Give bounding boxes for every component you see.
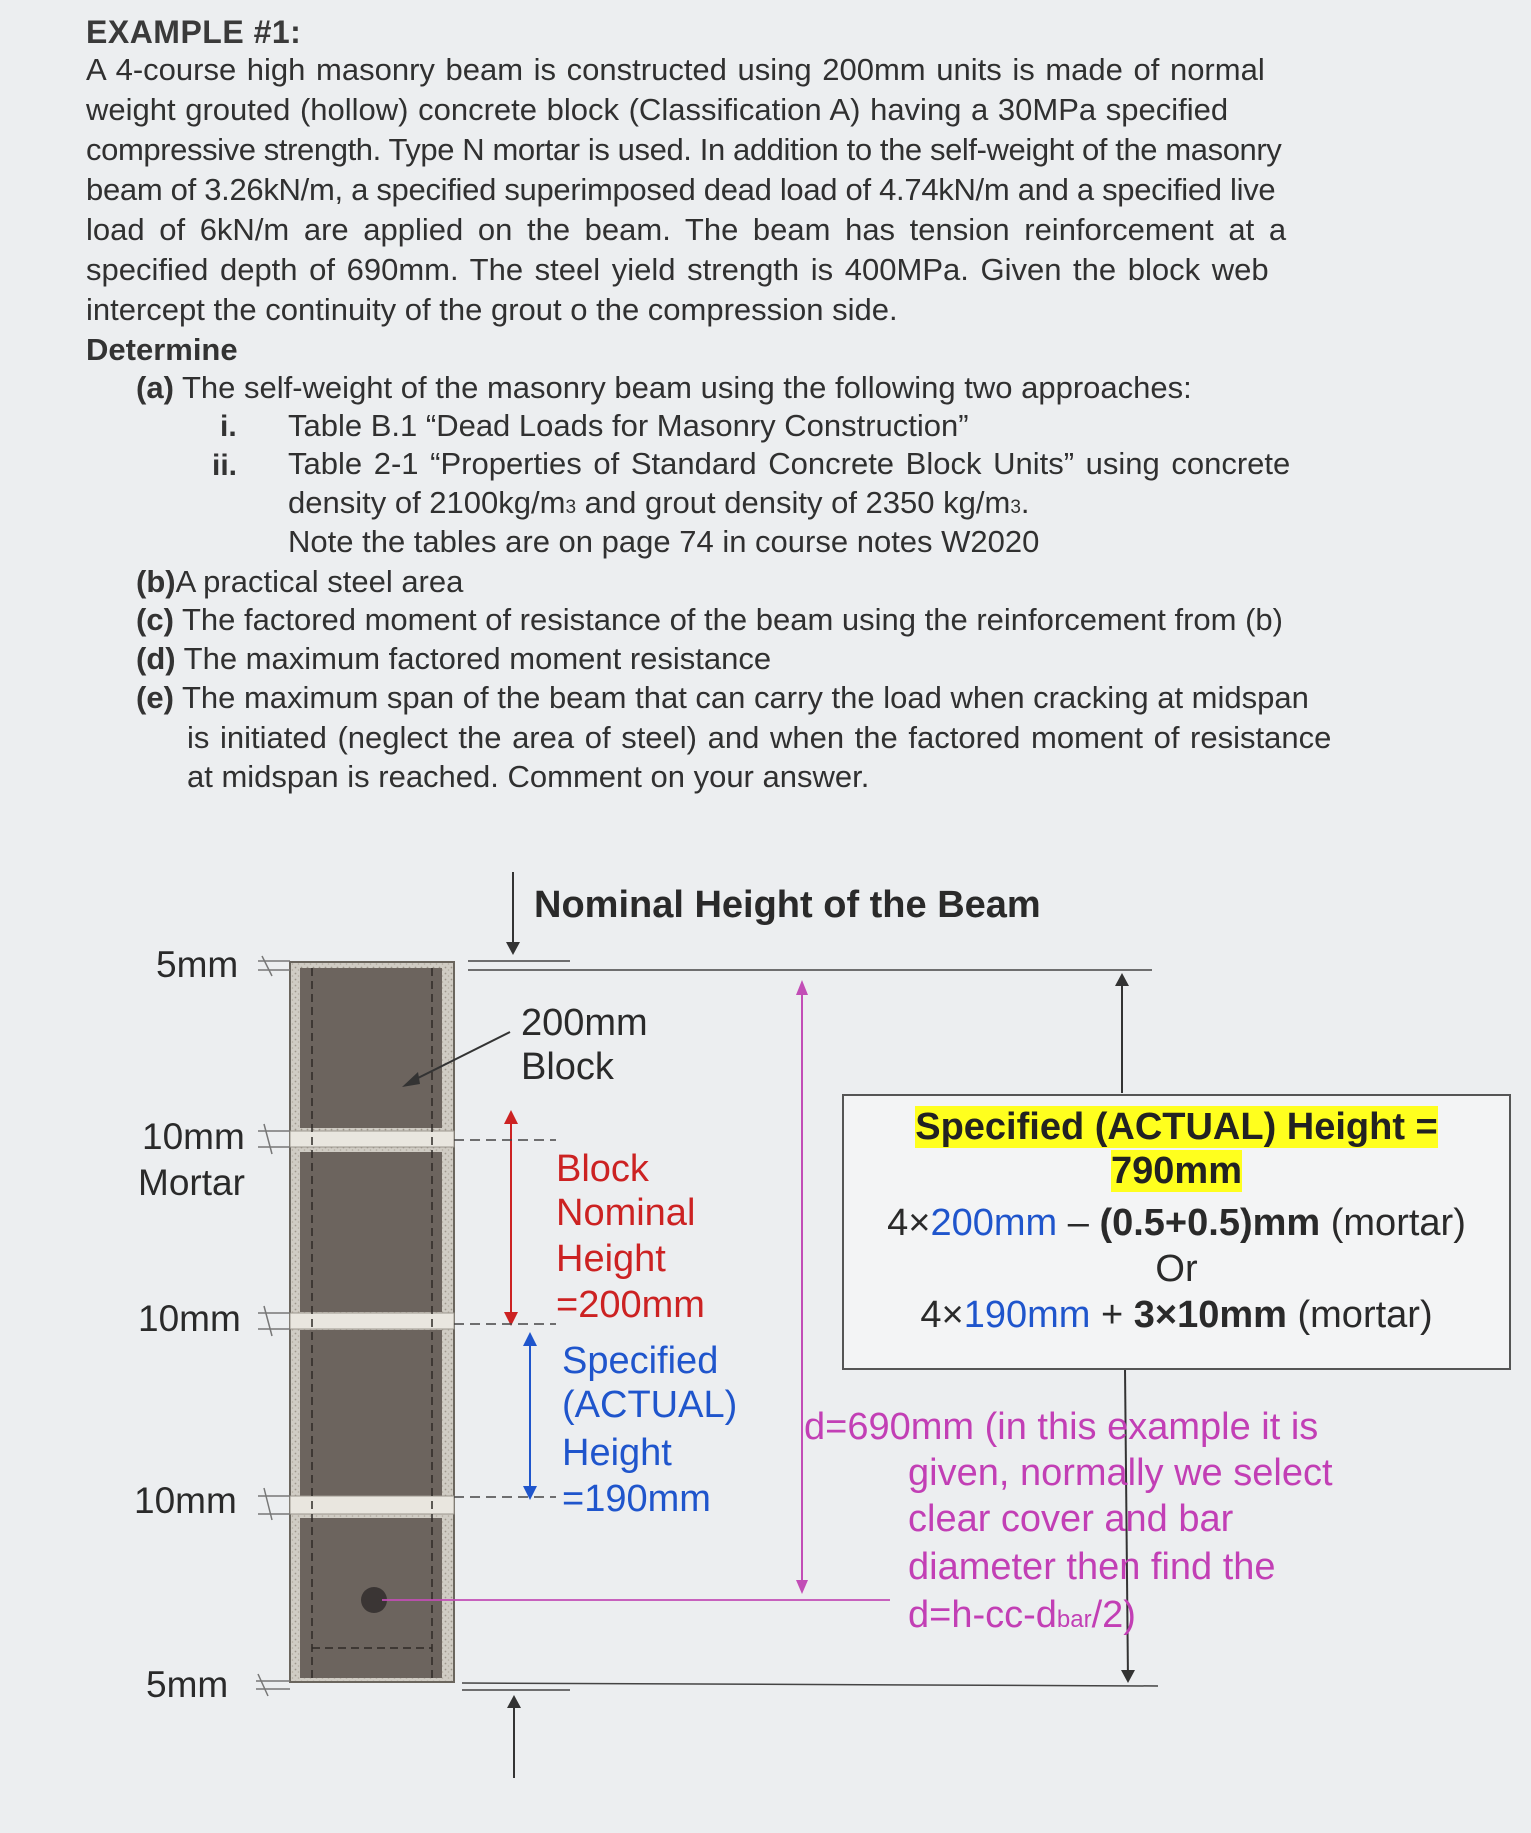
determine-heading: Determine (86, 332, 238, 367)
formula-mortar-deduction: (0.5+0.5)mm (1099, 1202, 1321, 1244)
mortar-10mm-label-1: 10mm (142, 1116, 245, 1157)
mortar-10mm-label-2: 10mm (138, 1298, 241, 1339)
nominal-height-red-3: Height (556, 1238, 666, 1280)
d-formula-subscript: bar (1056, 1606, 1092, 1633)
mortar-10mm-label-3: 10mm (134, 1480, 237, 1521)
formula-190mm: 190mm (963, 1294, 1091, 1336)
formula-plus: + (1090, 1294, 1134, 1336)
paragraph-line: beam of 3.26kN/m, a specified superimposed dead load of 4.74kN/m and a specified live (86, 172, 1276, 207)
note-line: Note the tables are on page 74 in course notes W2020 (288, 524, 1040, 559)
nominal-top-arrowhead (506, 942, 520, 955)
formula-minus: – (1057, 1202, 1100, 1244)
actual-block-arrowhead-bottom (523, 1486, 537, 1500)
item-e-text-2: is initiated (neglect the area of steel) and when the factored moment of resistance (187, 720, 1332, 755)
actual-height-arrowhead-bottom (1121, 1670, 1135, 1683)
d-arrowhead-bottom (796, 1580, 808, 1594)
actual-height-box (842, 1094, 1511, 1370)
formula-multiplier: 4× (887, 1202, 931, 1244)
mortar-joint (290, 1313, 454, 1329)
item-ii-label: ii. (212, 449, 238, 482)
nominal-height-title: Nominal Height of the Beam (534, 884, 1041, 926)
box-highlight-line-1 (844, 1106, 1509, 1149)
block-unit (300, 1330, 442, 1497)
item-e-text-1: The maximum span of the beam that can carry the load when cracking at midspan (181, 680, 1309, 715)
d-note-line-3: clear cover and bar (908, 1498, 1234, 1540)
mortar-joint (290, 1131, 454, 1147)
d-note-line-2: given, normally we select (908, 1452, 1333, 1494)
mortar-5mm-bottom-label: 5mm (146, 1664, 229, 1705)
formula-3x10mm: 3×10mm (1133, 1294, 1287, 1336)
block-unit (300, 968, 442, 1128)
item-b-label: (b) (136, 564, 176, 599)
item-ii-text-2a: density of 2100kg/m (288, 485, 566, 520)
dimension-ticks (256, 956, 290, 1696)
formula-mortar-word: (mortar) (1320, 1202, 1466, 1244)
item-a-label: (a) (136, 370, 174, 405)
nominal-height-red-2: Nominal (556, 1192, 696, 1234)
block-size-label: 200mm (521, 1002, 648, 1044)
mortar-5mm-top-label: 5mm (156, 944, 239, 985)
item-ii-text-2b: and grout density of 2350 kg/m (576, 485, 1011, 520)
item-ii-text-2c: . (1020, 485, 1030, 520)
item-i-label: i. (220, 410, 237, 443)
paragraph-line: A 4-course high masonry beam is constructed using 200mm units is made of normal (86, 52, 1265, 87)
formula-multiplier: 4× (920, 1294, 964, 1336)
block-label: Block (521, 1046, 614, 1088)
paragraph-line: intercept the continuity of the grout o the compression side. (86, 292, 898, 327)
item-ii-text-1: Table 2-1 “Properties of Standard Concrete Block Units” using concrete (288, 446, 1291, 481)
mortar-label: Mortar (138, 1162, 245, 1203)
formula-200mm: 200mm (930, 1202, 1058, 1244)
box-highlight-line-2 (844, 1150, 1509, 1193)
box-or: Or (1155, 1248, 1198, 1290)
actual-block-arrowhead-top (523, 1332, 537, 1346)
item-b-text: A practical steel area (175, 564, 464, 599)
superscript-3: 3 (565, 497, 577, 518)
nominal-block-arrowhead-top (504, 1110, 518, 1124)
example-title: EXAMPLE #1: (86, 14, 302, 50)
paragraph-line: weight grouted (hollow) concrete block (Classification A) having a 30MPa specified (86, 92, 1229, 127)
actual-bottom-line (462, 1683, 1158, 1686)
formula-mortar-word: (mortar) (1286, 1294, 1433, 1336)
item-e-label: (e) (136, 680, 174, 715)
item-c-text: The factored moment of resistance of the beam using the reinforcement from (b) (181, 602, 1283, 637)
item-i-text: Table B.1 “Dead Loads for Masonry Construction” (288, 408, 969, 443)
paragraph-line: compressive strength. Type N mortar is used. In addition to the self-weight of the masonry (86, 132, 1282, 167)
d-note-line-5 (908, 1594, 1136, 1637)
item-d-label: (d) (136, 641, 176, 676)
actual-height-arrowhead-top (1115, 973, 1129, 986)
actual-height-blue-4: =190mm (562, 1478, 711, 1520)
highlight-actual-height: Specified (ACTUAL) Height = (915, 1106, 1438, 1148)
nominal-height-red-4: =200mm (556, 1284, 705, 1326)
mortar-joint (290, 1496, 454, 1514)
box-formula-1 (844, 1202, 1509, 1245)
d-note-line-1: d=690mm (in this example it is (804, 1406, 1319, 1448)
nominal-bottom-arrowhead (507, 1695, 521, 1708)
d-note-line-4: diameter then find the (908, 1546, 1276, 1588)
block-unit (300, 1152, 442, 1312)
paragraph-line: specified depth of 690mm. The steel yield strength is 400MPa. Given the block web (86, 252, 1269, 287)
box-formula-2 (844, 1294, 1509, 1337)
item-c-label: (c) (136, 602, 174, 637)
d-arrowhead-top (796, 980, 808, 995)
actual-height-blue-2: (ACTUAL) (562, 1384, 738, 1426)
item-e-text-3: at midspan is reached. Comment on your answer. (187, 759, 870, 794)
item-d-text: The maximum factored moment resistance (183, 641, 772, 676)
highlight-790mm: 790mm (1111, 1150, 1242, 1192)
d-formula-a: d=h-cc-d (908, 1594, 1057, 1636)
actual-height-blue-1: Specified (562, 1340, 719, 1382)
item-a-text: The self-weight of the masonry beam using the following two approaches: (181, 370, 1192, 405)
paragraph-line: load of 6kN/m are applied on the beam. The beam has tension reinforcement at a (86, 212, 1287, 247)
actual-height-blue-3: Height (562, 1432, 672, 1474)
superscript-3: 3 (1010, 497, 1021, 518)
nominal-height-red-1: Block (556, 1148, 649, 1190)
d-formula-b: /2) (1091, 1594, 1136, 1636)
